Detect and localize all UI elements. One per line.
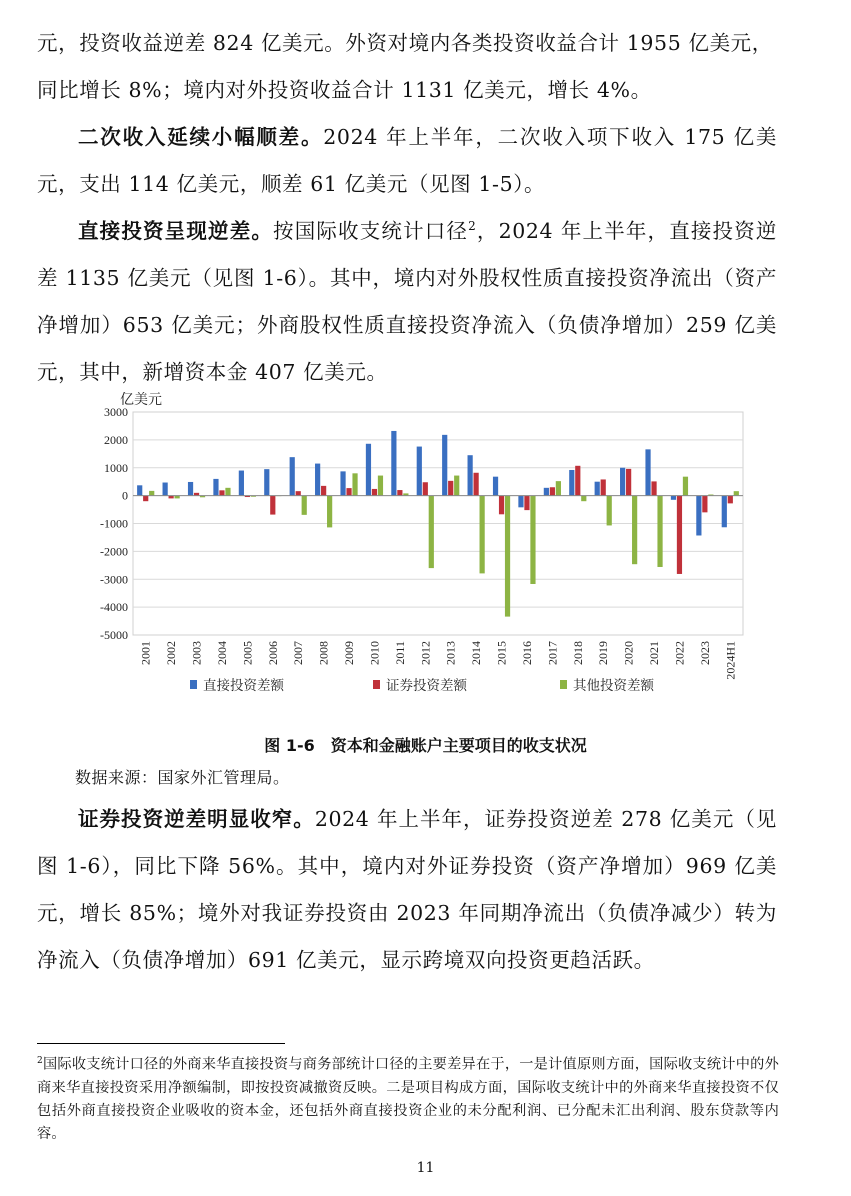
bar-证券投资差额-2024H1	[728, 496, 733, 504]
bar-其他投资差额-2017	[556, 481, 561, 495]
paragraph-investment-income	[37, 20, 777, 114]
para2-text: 2024 年上半年，二次收入项下收入 175 亿美元，支出 114 亿美元，顺差 61 亿美元（见图 1-5）。	[37, 125, 777, 196]
bar-证券投资差额-2014	[474, 473, 479, 496]
bar-直接投资差额-2014	[468, 455, 473, 495]
y-tick-label: -2000	[100, 544, 128, 559]
legend-label: 其他投资差额	[573, 678, 654, 693]
y-tick-label: 0	[122, 488, 128, 503]
bar-直接投资差额-2003	[188, 482, 193, 496]
x-tick-label: 2013	[443, 641, 458, 665]
x-tick-label: 2001	[138, 641, 153, 665]
para2-heading: 二次收入延续小幅顺差。	[78, 125, 324, 149]
bar-其他投资差额-2010	[378, 476, 383, 496]
y-tick-label: -5000	[100, 628, 128, 642]
bar-直接投资差额-2010	[366, 444, 371, 496]
bar-其他投资差额-2022	[683, 477, 688, 496]
figure-caption: 图 1-6 资本和金融账户主要项目的收支状况	[264, 736, 587, 755]
legend-swatch	[190, 680, 197, 689]
bar-证券投资差额-2020	[626, 469, 631, 496]
bar-其他投资差额-2019	[607, 496, 612, 526]
bar-其他投资差额-2024H1	[734, 491, 739, 495]
bar-证券投资差额-2023	[702, 496, 707, 513]
bar-其他投资差额-2014	[480, 496, 485, 574]
bar-直接投资差额-2019	[595, 482, 600, 496]
bar-其他投资差额-2012	[429, 496, 434, 568]
bar-证券投资差额-2013	[448, 481, 453, 496]
bar-直接投资差额-2018	[569, 470, 574, 496]
bar-证券投资差额-2016	[524, 496, 529, 510]
x-tick-label: 2010	[367, 641, 382, 665]
x-tick-label: 2018	[570, 641, 585, 665]
para3-text-b: ，2024 年上半年，直接投资逆差 1135 亿美元（见图 1-6）。其中，境内对外股权性质直接投资净流出（资产净增加）653 亿美元；外商股权性质直接投资净流入（负债净增加）259 亿美元，其中，新增资本金 407 亿美元。	[37, 219, 777, 384]
bar-证券投资差额-2009	[346, 488, 351, 496]
bar-证券投资差额-2004	[219, 490, 224, 495]
x-tick-label: 2020	[621, 641, 636, 665]
y-tick-label: -1000	[100, 516, 128, 531]
x-tick-label: 2006	[265, 641, 280, 665]
bar-直接投资差额-2020	[620, 468, 625, 496]
y-tick-label: -3000	[100, 572, 128, 587]
bar-证券投资差额-2007	[296, 491, 301, 495]
bar-直接投资差额-2009	[340, 471, 345, 495]
bar-证券投资差额-2012	[423, 482, 428, 495]
bar-证券投资差额-2017	[550, 487, 555, 495]
bar-证券投资差额-2015	[499, 496, 504, 515]
x-tick-label: 2005	[240, 641, 255, 665]
x-tick-label: 2009	[342, 641, 357, 665]
bar-直接投资差额-2005	[239, 471, 244, 496]
x-tick-label: 2011	[392, 641, 407, 665]
page-number: 11	[416, 1160, 435, 1176]
y-tick-label: 2000	[104, 432, 128, 447]
footnote-divider	[37, 1043, 285, 1044]
bar-其他投资差额-2020	[632, 496, 637, 565]
x-tick-label: 2008	[316, 641, 331, 665]
footnote-mark: 2	[37, 1056, 43, 1066]
y-tick-label: 1000	[104, 460, 128, 475]
bar-证券投资差额-2018	[575, 466, 580, 496]
bar-直接投资差额-2022	[671, 496, 676, 500]
x-tick-label: 2015	[494, 641, 509, 665]
bar-直接投资差额-2007	[290, 457, 295, 495]
legend-swatch	[560, 680, 567, 689]
legend-label: 直接投资差额	[203, 678, 284, 693]
bar-其他投资差额-2021	[657, 496, 662, 567]
x-tick-label: 2007	[291, 641, 306, 665]
x-tick-label: 2023	[697, 641, 712, 665]
paragraph-portfolio-investment	[37, 796, 777, 984]
bar-证券投资差额-2010	[372, 489, 377, 496]
para4-text: 2024 年上半年，证券投资逆差 278 亿美元（见图 1-6），同比下降 56%。其中，境内对外证券投资（资产净增加）969 亿美元，增长 85%；境外对我证券投资由 2023 年同期净流出（负债净减少）转为净流入（负债净增加）691 亿美元，显示跨境双向投资更趋活跃。	[37, 807, 777, 972]
para1-line2: 同比增长 8%；境内对外投资收益合计 1131 亿美元，增长 4%。	[37, 78, 652, 102]
x-tick-label: 2003	[189, 641, 204, 665]
x-tick-label: 2021	[647, 641, 662, 665]
bar-其他投资差额-2016	[530, 496, 535, 584]
bar-其他投资差额-2009	[352, 473, 357, 495]
bar-直接投资差额-2013	[442, 435, 447, 496]
bar-其他投资差额-2018	[581, 496, 586, 502]
bar-证券投资差额-2001	[143, 496, 148, 502]
bar-直接投资差额-2011	[391, 431, 396, 496]
bar-直接投资差额-2008	[315, 464, 320, 496]
x-tick-label: 2014	[469, 641, 484, 665]
data-source: 数据来源：国家外汇管理局。	[75, 768, 290, 787]
x-tick-label: 2012	[418, 641, 433, 665]
para4-heading: 证券投资逆差明显收窄。	[78, 807, 315, 831]
legend-swatch	[373, 680, 380, 689]
paragraph-secondary-income	[37, 114, 777, 208]
x-tick-label: 2024H1	[723, 641, 738, 680]
chart-svg	[80, 392, 760, 712]
footnote-ref-2[interactable]: 2	[468, 219, 477, 234]
x-tick-label: 2019	[596, 641, 611, 665]
bar-其他投资差额-2008	[327, 496, 332, 528]
bar-直接投资差额-2024H1	[722, 496, 727, 528]
x-tick-label: 2017	[545, 641, 560, 665]
bar-直接投资差额-2006	[264, 469, 269, 495]
bar-证券投资差额-2021	[651, 481, 656, 495]
legend-label: 证券投资差额	[386, 678, 467, 693]
x-tick-label: 2022	[672, 641, 687, 665]
x-tick-label: 2002	[164, 641, 179, 665]
x-tick-label: 2016	[519, 641, 534, 665]
bar-直接投资差额-2017	[544, 488, 549, 496]
y-tick-label: -4000	[100, 600, 128, 615]
bar-证券投资差额-2008	[321, 486, 326, 496]
footnote-text: 国际收支统计口径的外商来华直接投资与商务部统计口径的主要差异在于，一是计值原则方面，国际收支统计中的外商来华直接投资采用净额编制，即按投资减撤资反映。二是项目构成方面，国际收支统计中的外商来华直接投资不仅包括外商直接投资企业吸收的资本金，还包括外商直接投资企业的未分配利润、已分配未汇出利润、股东贷款等内容。	[37, 1056, 779, 1142]
bar-其他投资差额-2007	[302, 496, 307, 515]
bar-证券投资差额-2011	[397, 490, 402, 496]
para3-text-a: 按国际收支统计口径	[273, 219, 469, 243]
bar-直接投资差额-2015	[493, 477, 498, 496]
x-tick-label: 2004	[214, 641, 229, 665]
y-tick-label: 3000	[104, 405, 128, 419]
bar-其他投资差额-2015	[505, 496, 510, 617]
capital-financial-account-chart	[80, 392, 760, 712]
bar-证券投资差额-2006	[270, 496, 275, 515]
bar-直接投资差额-2012	[417, 447, 422, 496]
bar-其他投资差额-2013	[454, 476, 459, 496]
bar-直接投资差额-2004	[213, 479, 218, 496]
paragraph-direct-investment	[37, 208, 777, 396]
footnote	[37, 1050, 779, 1146]
para1-line1: 元，投资收益逆差 824 亿美元。外资对境内各类投资收益合计 1955 亿美元，	[37, 31, 773, 55]
bar-直接投资差额-2016	[518, 496, 523, 508]
bar-直接投资差额-2021	[645, 449, 650, 495]
bar-直接投资差额-2002	[163, 483, 168, 496]
y-unit-label: 亿美元	[120, 393, 162, 408]
bar-证券投资差额-2019	[601, 479, 606, 495]
bar-其他投资差额-2004	[225, 488, 230, 496]
bar-其他投资差额-2001	[149, 491, 154, 496]
bar-证券投资差额-2022	[677, 496, 682, 574]
bar-直接投资差额-2023	[696, 496, 701, 536]
para3-heading: 直接投资呈现逆差。	[78, 219, 274, 243]
bar-直接投资差额-2001	[137, 485, 142, 495]
